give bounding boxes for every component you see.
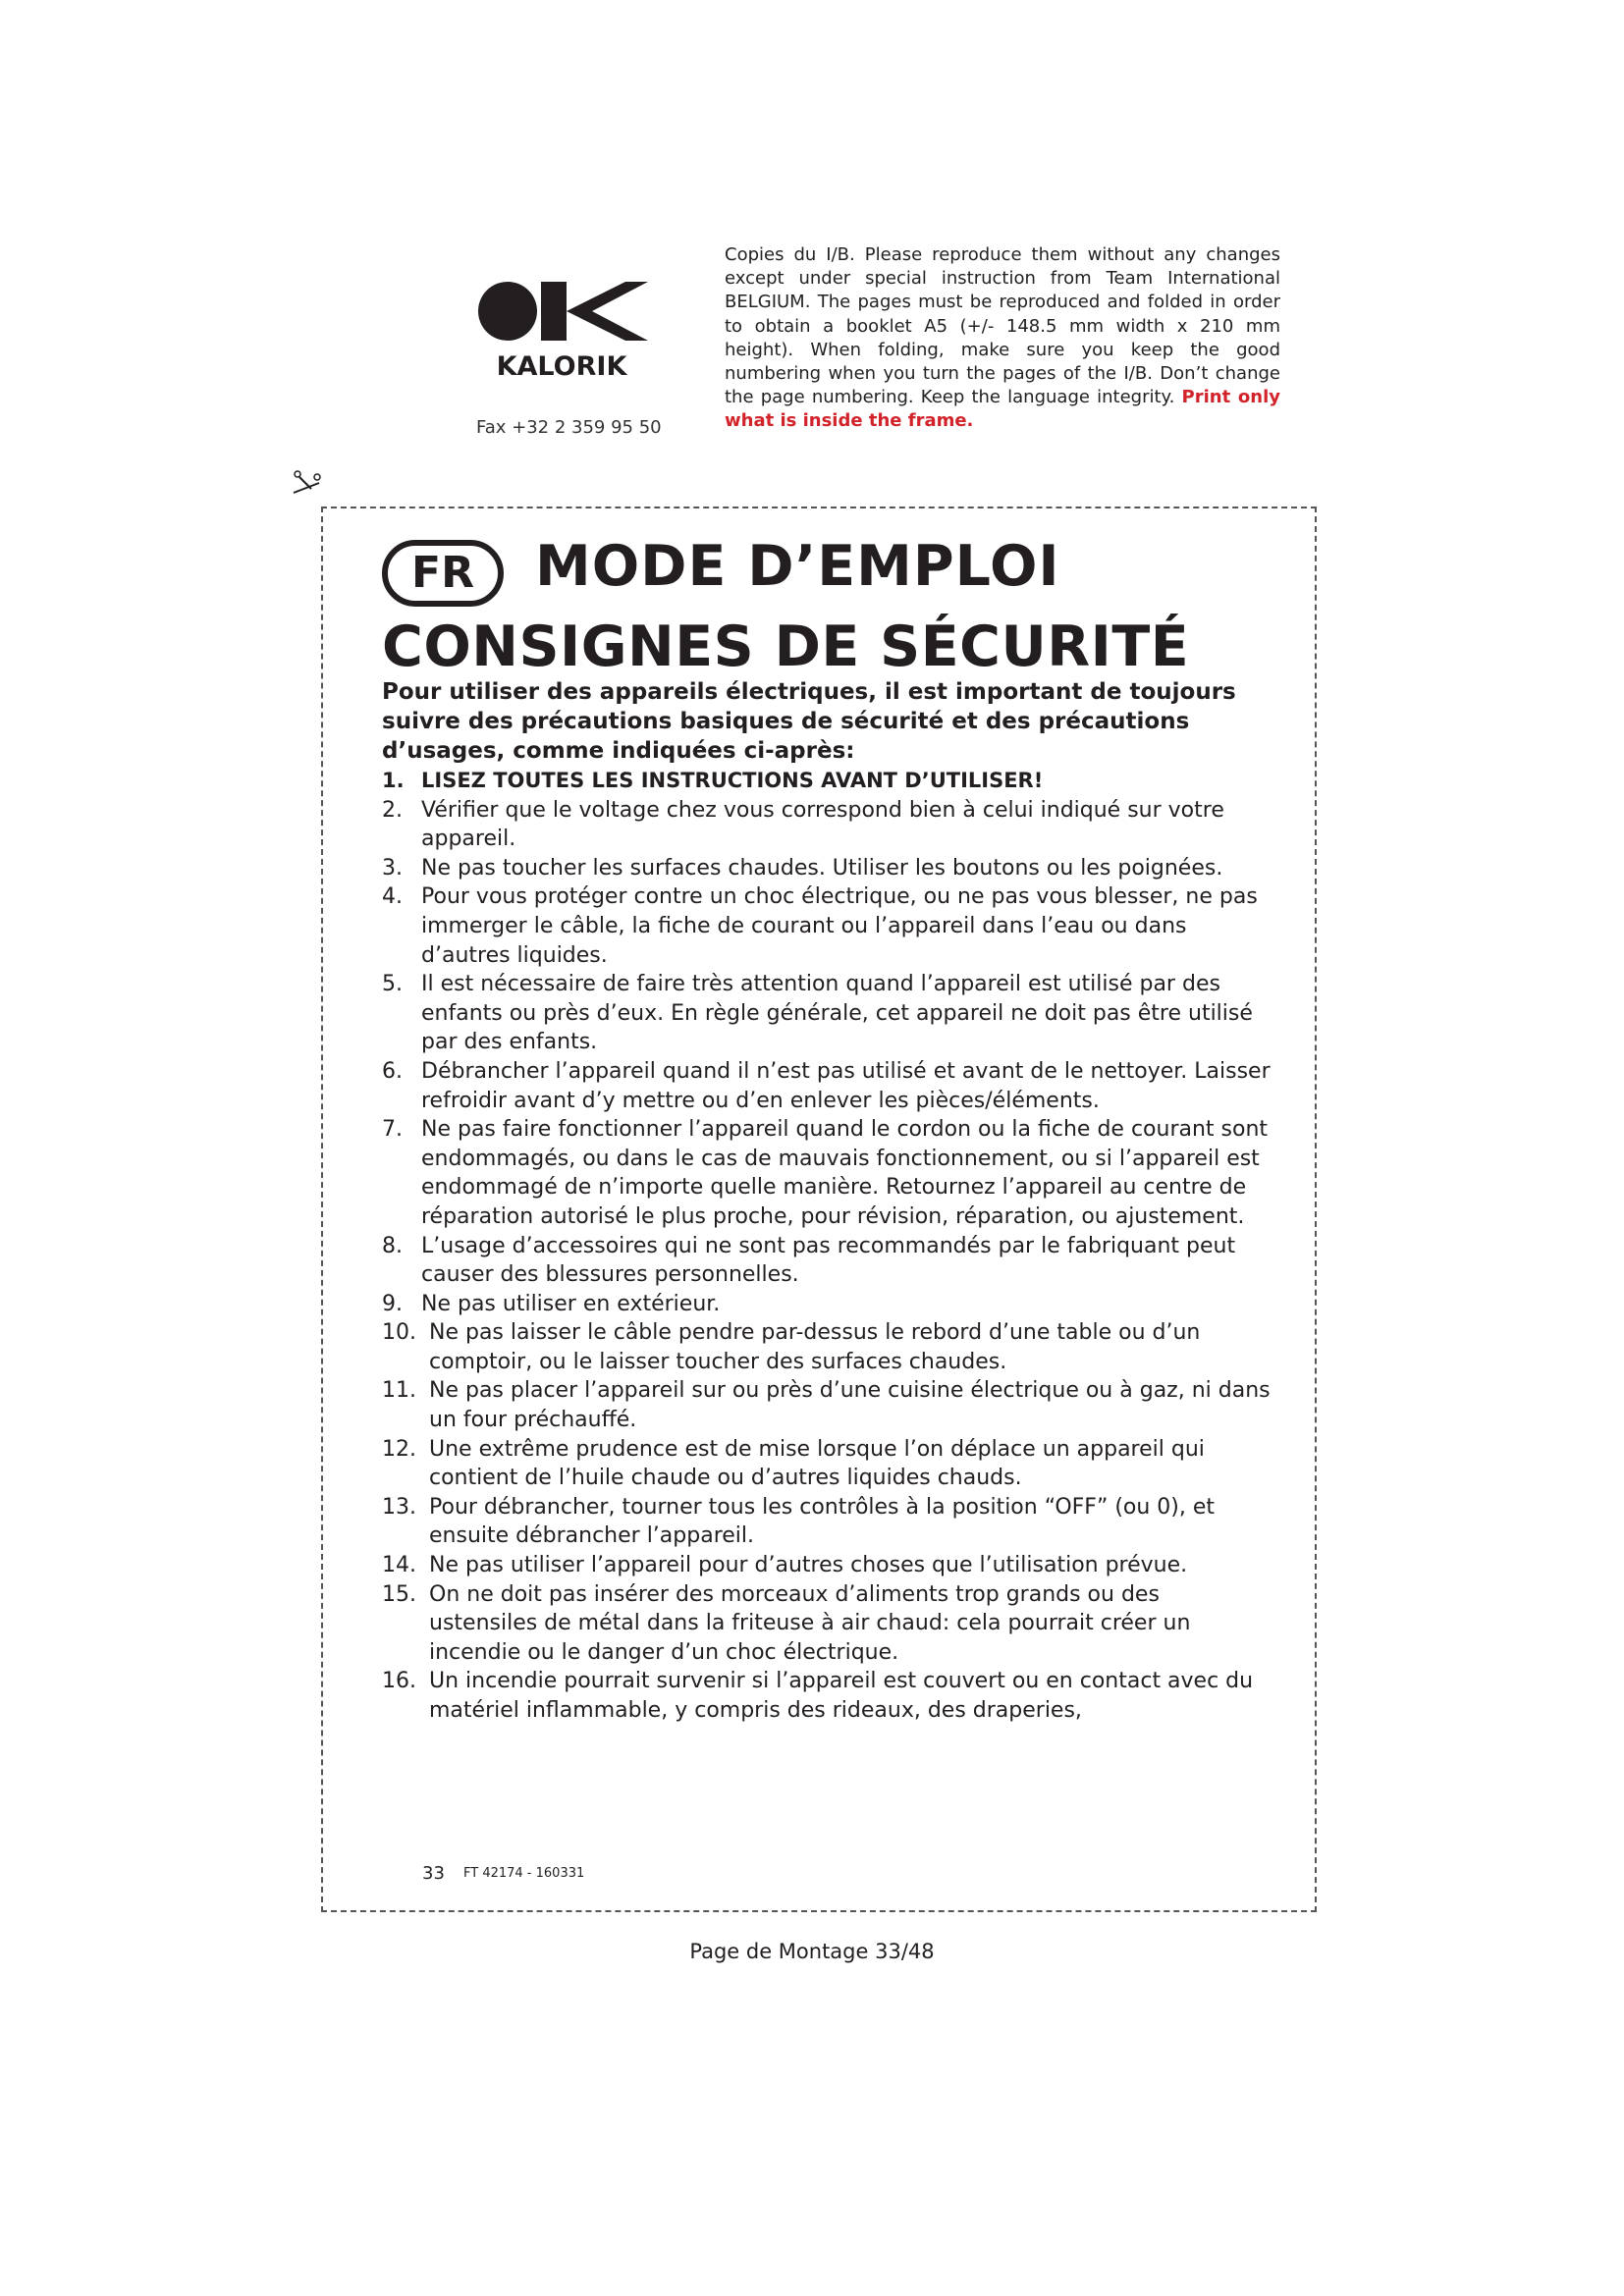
list-item: [382, 1057, 1271, 1115]
item-number: 1.: [382, 769, 405, 792]
item-text: Débrancher l’appareil quand il n’est pas utilisé et avant de le nettoyer. Laisser refroidir avant d’y mettre ou d’en enlever les pièces/éléments.: [421, 1058, 1271, 1113]
list-item: [382, 1667, 1271, 1725]
item-text: On ne doit pas insérer des morceaux d’aliments trop grands ou des ustensiles de métal dans la friteuse à air chaud: cela pourrait créer un incendie ou le danger d’un choc électrique.: [429, 1581, 1191, 1665]
list-item: [382, 970, 1271, 1057]
item-number: 10.: [382, 1320, 416, 1346]
item-text: L’usage d’accessoires qui ne sont pas recommandés par le fabriquant peut causer des blessures personnelles.: [421, 1233, 1236, 1288]
scissors-icon: [292, 469, 321, 497]
print-instructions: [725, 243, 1280, 434]
item-text: Ne pas faire fonctionner l’appareil quand le cordon ou la fiche de courant sont endommagés, ou dans le cas de mauvais fonctionnement, ou si l’appareil est endommagé de n’importe quelle manière. Retournez l’appareil au centre de réparation autorisé le plus proche, pour révision, réparation, ou ajustement.: [421, 1117, 1269, 1229]
list-item: [382, 1115, 1271, 1231]
page-title: MODE D’EMPLOI: [535, 534, 1060, 599]
item-text: Ne pas laisser le câble pendre par-dessus le rebord d’une table ou d’un comptoir, ou le laisser toucher des surfaces chaudes.: [429, 1320, 1201, 1374]
item-text: Un incendie pourrait survenir si l’appareil est couvert ou en contact avec du matériel inflammable, y compris des rideaux, des draperies,: [429, 1669, 1254, 1723]
item-number: 2.: [382, 797, 403, 823]
page-number: 33: [422, 1863, 445, 1884]
montage-page-label: Page de Montage 33/48: [689, 1940, 935, 1963]
list-item: [382, 1435, 1271, 1493]
list-item: [382, 1290, 1271, 1319]
item-number: 13.: [382, 1494, 416, 1520]
item-text: Ne pas placer l’appareil sur ou près d’une cuisine électrique ou à gaz, ni dans un four préchauffé.: [429, 1378, 1271, 1433]
language-badge: FR: [382, 540, 504, 607]
kalorik-logo: [476, 275, 648, 381]
item-text: Une extrême prudence est de mise lorsque l’on déplace un appareil qui contient de l’huile chaude ou d’autres liquides chauds.: [429, 1436, 1205, 1491]
logo-wordmark: KALORIK: [496, 351, 627, 381]
item-text: Ne pas toucher les surfaces chaudes. Utiliser les boutons ou les poignées.: [421, 855, 1223, 881]
item-number: 11.: [382, 1378, 416, 1404]
item-text: Il est nécessaire de faire très attention quand l’appareil est utilisé par des enfants ou près d’eux. En règle générale, cet appareil ne doit pas être utilisé par des enfants.: [421, 972, 1253, 1055]
fax-number: Fax +32 2 359 95 50: [476, 417, 662, 438]
list-item: [382, 1318, 1271, 1376]
item-number: 8.: [382, 1233, 403, 1258]
print-frame-warning: Print only what is inside the frame.: [725, 387, 1280, 432]
item-text: Pour débrancher, tourner tous les contrôles à la position “OFF” (ou 0), et ensuite débrancher l’appareil.: [429, 1494, 1216, 1549]
section-title: CONSIGNES DE SÉCURITÉ: [382, 614, 1190, 679]
list-item: [382, 854, 1271, 883]
list-item: [382, 767, 1271, 796]
intro-paragraph: Pour utiliser des appareils électriques, il est important de toujours suivre des précautions basiques de sécurité et des précautions d’usages, comme indiquées ci-après:: [382, 679, 1236, 764]
item-number: 7.: [382, 1117, 403, 1143]
print-instructions-text: Copies du I/B. Please reproduce them without any changes except under special instruction from Team International BELGIUM. The pages must be reproduced and folded in order to obtain a booklet A5 (+/- 148.5 mm width x 210 mm height). When folding, make sure you keep the good numbering when you turn the pages of the I/B. Don’t change the page numbering. Keep the language integrity.: [725, 244, 1280, 408]
list-item: [382, 1232, 1271, 1290]
item-number: 9.: [382, 1291, 403, 1316]
item-number: 15.: [382, 1581, 416, 1607]
item-number: 4.: [382, 884, 403, 910]
item-number: 16.: [382, 1669, 416, 1694]
item-number: 3.: [382, 855, 403, 881]
list-item: [382, 1493, 1271, 1551]
list-item: [382, 1376, 1271, 1434]
item-text: Pour vous protéger contre un choc électrique, ou ne pas vous blesser, ne pas immerger le câble, la fiche de courant ou l’appareil dans l’eau ou dans d’autres liquides.: [421, 884, 1258, 968]
list-item: [382, 796, 1271, 854]
item-text: LISEZ TOUTES LES INSTRUCTIONS AVANT D’UTILISER!: [421, 769, 1044, 792]
item-number: 5.: [382, 972, 403, 997]
item-text: Vérifier que le voltage chez vous correspond bien à celui indiqué sur votre appareil.: [421, 797, 1224, 852]
list-item: [382, 1551, 1271, 1580]
item-text: Ne pas utiliser l’appareil pour d’autres choses que l’utilisation prévue.: [429, 1553, 1188, 1578]
list-item: [382, 882, 1271, 970]
list-item: [382, 1580, 1271, 1668]
item-number: 12.: [382, 1436, 416, 1462]
document-code: FT 42174 - 160331: [463, 1866, 585, 1881]
item-number: 14.: [382, 1553, 416, 1578]
item-text: Ne pas utiliser en extérieur.: [421, 1291, 721, 1316]
safety-list: [382, 767, 1271, 1726]
item-number: 6.: [382, 1058, 403, 1084]
